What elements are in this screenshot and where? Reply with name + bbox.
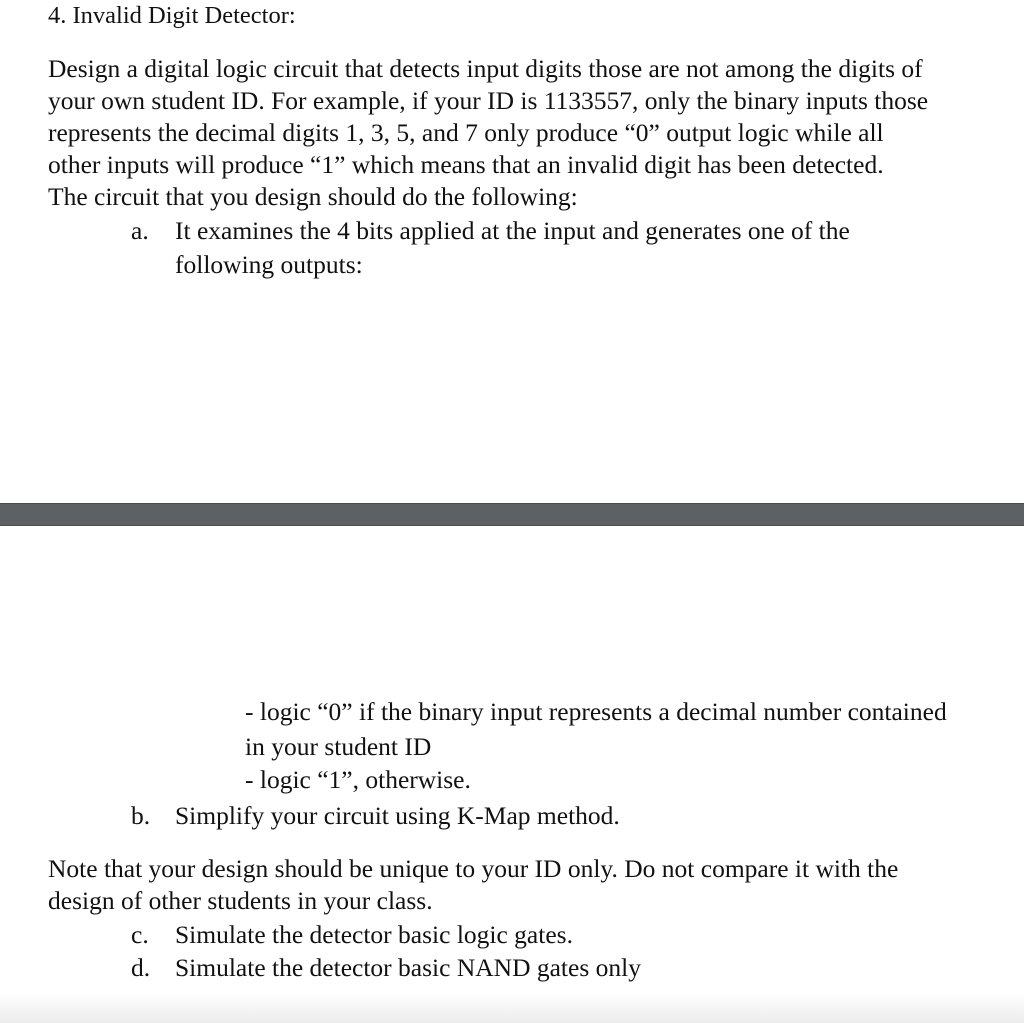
item-b-label: b. — [131, 801, 151, 830]
intro-line-3: represents the decimal digits 1, 3, 5, and 7 only produce “0” output logic while all — [48, 118, 884, 147]
output-line-3: - logic “1”, otherwise. — [245, 765, 471, 794]
item-a-label: a. — [131, 216, 149, 245]
item-d-label: d. — [131, 953, 151, 982]
item-a-line-2: following outputs: — [175, 250, 363, 279]
page-divider — [0, 503, 1024, 526]
intro-line-1: Design a digital logic circuit that detects input digits those are not among the digits of — [48, 54, 923, 83]
page-top-section — [0, 0, 1024, 503]
item-c-text: Simulate the detector basic logic gates. — [175, 920, 573, 949]
item-a-line-1: It examines the 4 bits applied at the input and generates one of the — [175, 216, 850, 245]
item-d-text: Simulate the detector basic NAND gates only — [175, 953, 641, 982]
item-b-text: Simplify your circuit using K-Map method. — [175, 801, 620, 830]
note-line-1: Note that your design should be unique to your ID only. Do not compare it with the — [48, 854, 899, 883]
output-line-1: - logic “0” if the binary input represents a decimal number contained — [245, 697, 947, 726]
intro-line-4: other inputs will produce “1” which means that an invalid digit has been detected. — [48, 150, 884, 179]
page-bottom-section — [0, 526, 1024, 1023]
question-title: 4. Invalid Digit Detector: — [48, 2, 296, 29]
intro-line-5: The circuit that you design should do the following: — [48, 182, 578, 211]
output-line-2: in your student ID — [245, 732, 432, 761]
intro-line-2: your own student ID. For example, if your ID is 1133557, only the binary inputs those — [48, 86, 929, 115]
note-line-2: design of other students in your class. — [48, 886, 433, 915]
bottom-shade — [0, 993, 1024, 1023]
item-c-label: c. — [131, 920, 149, 949]
